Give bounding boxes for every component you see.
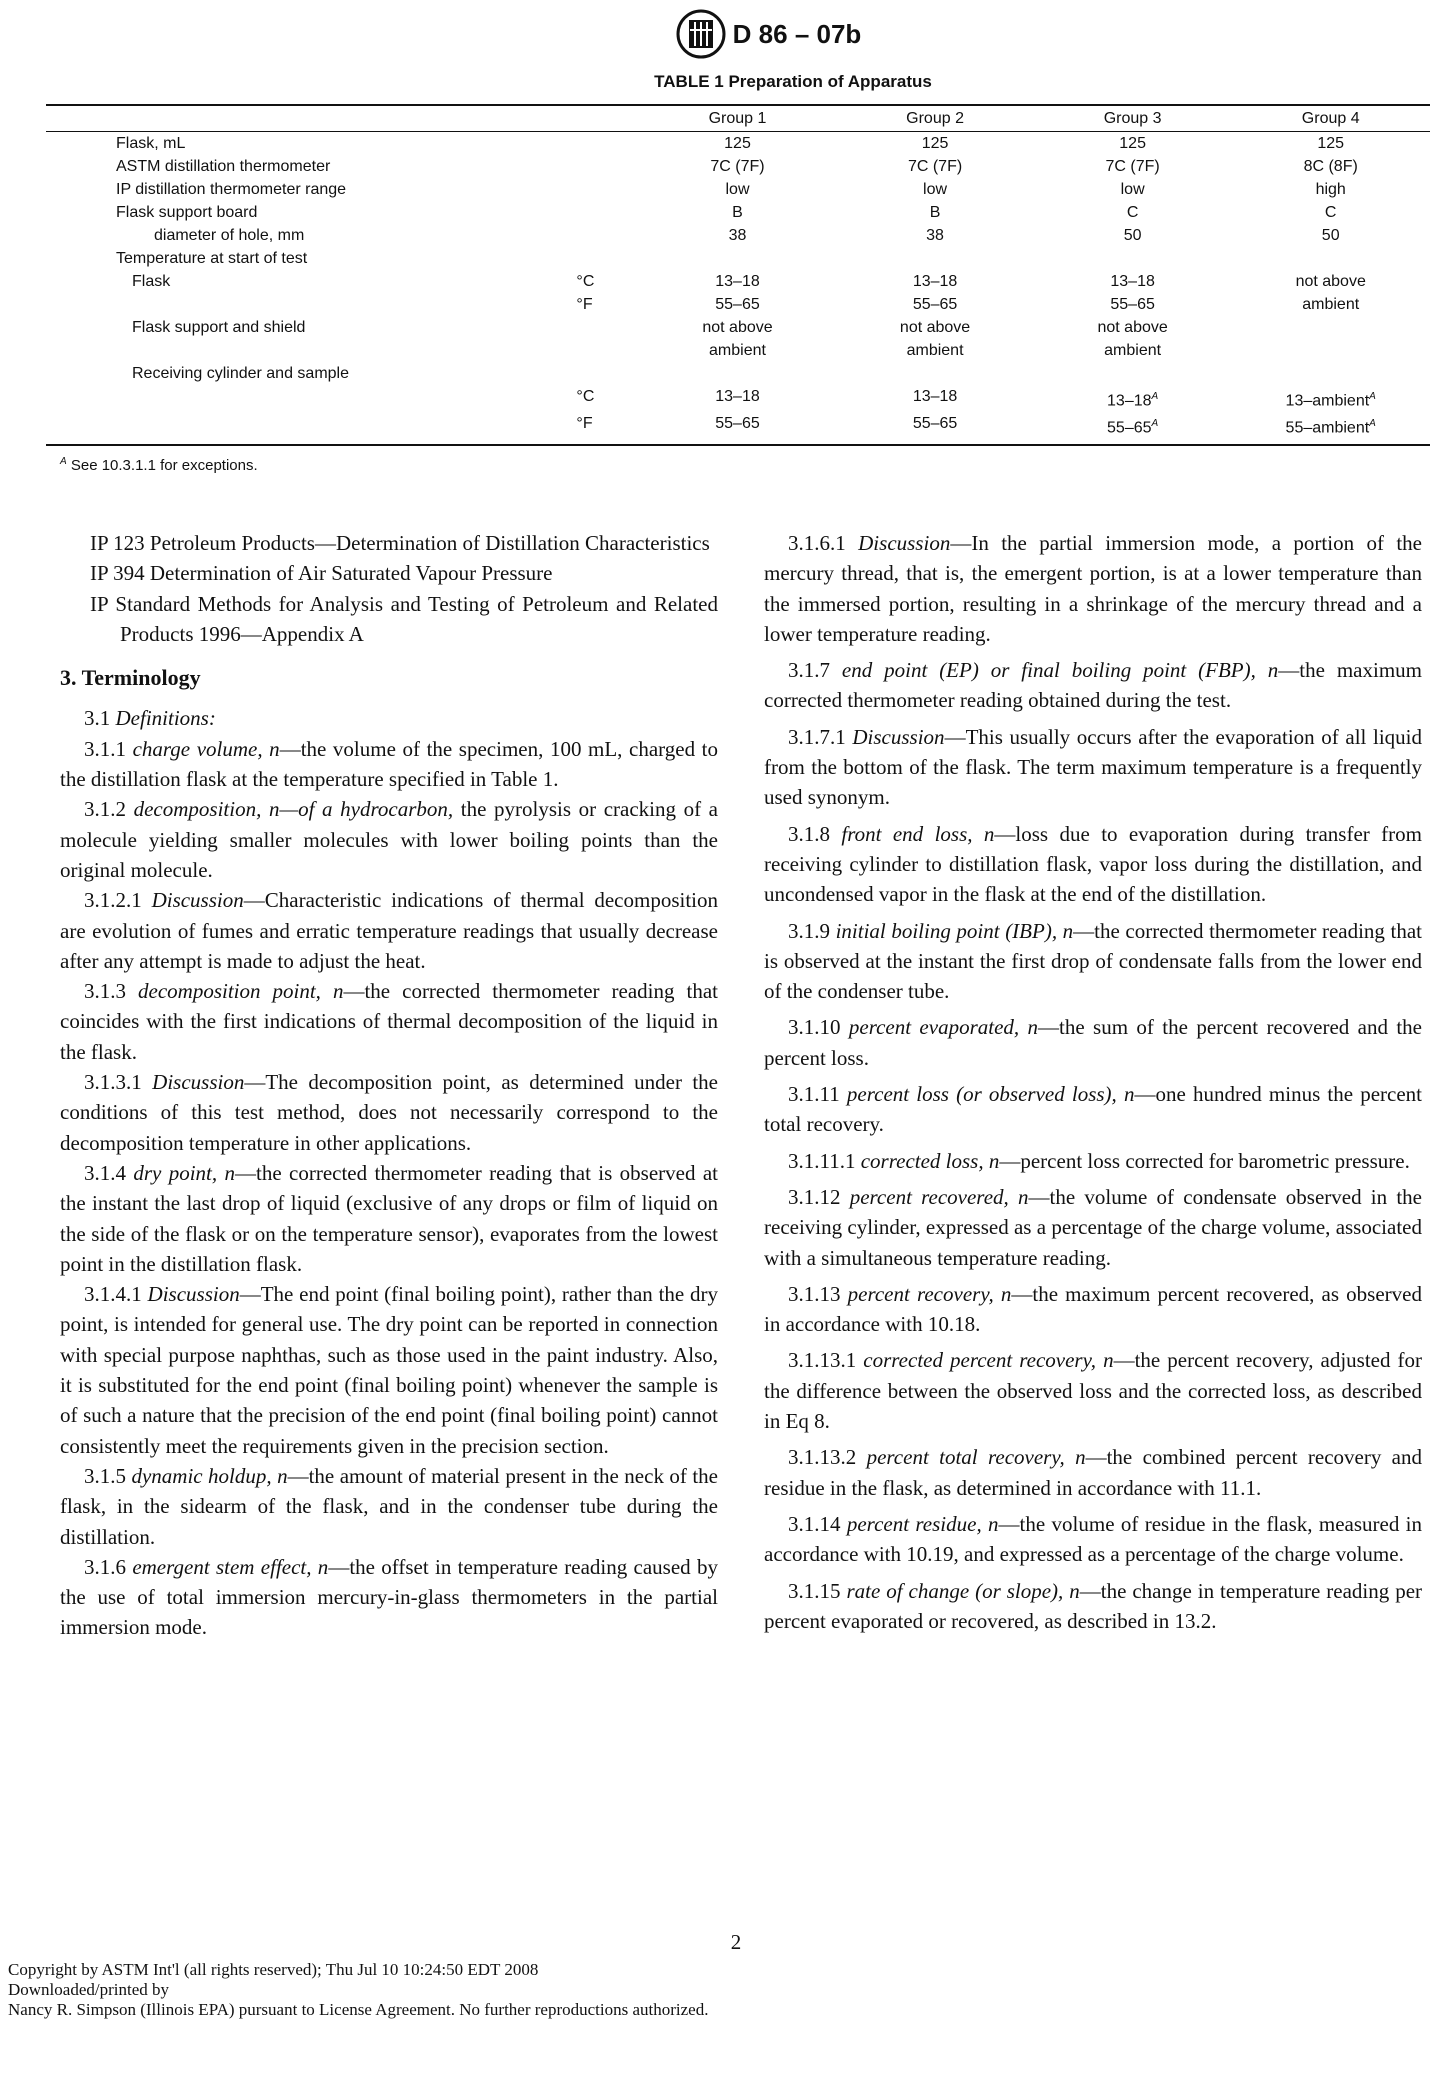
paragraph: 3.1.2.1 Discussion—Characteristic indications of thermal decomposition are evolution of fumes and erratic temperature readings that usually decrease after any attempt is made to adjust the heat. <box>60 888 719 973</box>
table-row: Receiving cylinder and sample <box>132 365 349 382</box>
table-row: diameter of hole, mm 38 38 50 50 <box>154 227 1340 244</box>
paragraph: 3.1.12 percent recovered, n—the volume of condensate observed in the receiving cylinder, expressed as a percentage of the charge volume, associated with a simultaneous temperature reading. <box>764 1184 1422 1270</box>
reference-item: IP Standard Methods for Analysis and Testing of Petroleum and Related Products 1996—Appendix A <box>90 591 718 646</box>
column-header: Group 4 <box>1231 106 1430 132</box>
table-row: Flask °C 13–18 13–18 13–18 not above <box>132 273 1366 290</box>
paragraph: 3.1.4.1 Discussion—The end point (final boiling point), rather than the dry point, is intended for general use. The dry point can be reported in connection with special purpose naphthas, such as those used in the paint industry. Also, it is substituted for the end point (final boiling point) whenever the sample is of such a nature that the precision of the end point (final boiling point) cannot consistently meet the requirements given in the precision section. <box>60 1282 719 1458</box>
copyright-notice: Copyright by ASTM Int'l (all rights reserved); Thu Jul 10 10:24:50 EDT 2008 Downloaded/printed by Nancy R. Simpson (Illinois EPA) pursuant to License Agreement. No further reproductions authorized. <box>8 1960 709 2019</box>
paragraph: 3.1.4 dry point, n—the corrected thermometer reading that is observed at the instant the last drop of liquid (exclusive of any drops or film of liquid on the side of the flask or on the temperature sensor), evaporates from the lowest point in the distillation flask. <box>60 1160 718 1276</box>
paragraph: 3.1.11.1 corrected loss, n—percent loss corrected for barometric pressure. <box>788 1148 1410 1173</box>
paragraph: 3.1.3.1 Discussion—The decomposition point, as determined under the conditions of this test method, does not necessarily correspond to the decomposition temperature in other applications. <box>60 1070 719 1155</box>
table-row: °F 55–65 55–65 55–65 ambient <box>576 296 1360 313</box>
document-designation: D 86 – 07b <box>732 18 862 49</box>
page-header <box>0 8 1456 65</box>
paragraph: 3.1.8 front end loss, n—loss due to evaporation during transfer from receiving cylinder to distillation flask, vapor loss during the distillation, and uncondensed vapor in the flask at the end of the distillation. <box>764 821 1423 907</box>
paragraph: 3.1.9 initial boiling point (IBP), n—the corrected thermometer reading that is observed at the instant the first drop of condensate falls from the lower end of the condenser tube. <box>764 918 1423 1004</box>
paragraph: 3.1.5 dynamic holdup, n—the amount of material present in the neck of the flask, in the sidearm of the flask, and in the condenser tube during the distillation. <box>60 1463 719 1549</box>
paragraph: 3.1.2 decomposition, n—of a hydrocarbon, the pyrolysis or cracking of a molecule yielding smaller molecules with lower boiling points than the original molecule. <box>60 797 719 882</box>
table-row: Flask, mL 125 125 125 125 <box>116 135 1345 152</box>
paragraph: 3.1.10 percent evaporated, n—the sum of the percent recovered and the percent loss. <box>764 1015 1422 1070</box>
astm-logo-icon <box>675 8 727 60</box>
paragraph: 3.1.3 decomposition point, n—the corrected thermometer reading that coincides with the first indications of thermal decomposition of the liquid in the flask. <box>60 979 719 1064</box>
reference-item: IP 394 Determination of Air Saturated Vapour Pressure <box>90 561 553 586</box>
section-heading: 3. Terminology <box>60 665 201 691</box>
paragraph: 3.1.7.1 Discussion—This usually occurs after the evaporation of all liquid from the bottom of the flask. The term maximum temperature is a frequently used synonym. <box>764 724 1422 810</box>
right-text-column <box>764 528 1422 1636</box>
page-number: 2 <box>730 1930 742 1954</box>
preparation-table <box>46 104 1430 446</box>
table-row: ASTM distillation thermometer 7C (7F) 7C (7F) 7C (7F) 8C (8F) <box>116 158 1358 175</box>
table-row: IP distillation thermometer range low low low high <box>116 181 1346 198</box>
table-row: Temperature at start of test <box>116 250 308 267</box>
paragraph: 3.1.13.1 corrected percent recovery, n—the percent recovery, adjusted for the difference between the observed loss and the corrected loss, as described in Eq 8. <box>764 1348 1423 1434</box>
table-row: Flask support board B B C C <box>116 204 1337 221</box>
paragraph: 3.1.6 emergent stem effect, n—the offset in temperature reading caused by the use of total immersion mercury-in-glass thermometers in the partial immersion mode. <box>60 1554 718 1640</box>
table-row: Flask support and shield not above not above not above <box>132 319 1168 336</box>
paragraph: 3.1.11 percent loss (or observed loss), n—one hundred minus the percent total recovery. <box>764 1082 1423 1137</box>
paragraph: 3.1.13 percent recovery, n—the maximum percent recovered, as observed in accordance with 10.18. <box>764 1281 1422 1337</box>
paragraph: 3.1.15 rate of change (or slope), n—the change in temperature reading per percent evaporated or recovered, as described in 13.2. <box>764 1578 1423 1633</box>
table-caption: TABLE 1 Preparation of Apparatus <box>654 72 932 91</box>
left-text-column <box>60 528 718 1643</box>
paragraph: 3.1.7 end point (EP) or final boiling point (FBP), n—the maximum corrected thermometer reading obtained during the test. <box>764 658 1422 713</box>
reference-item: IP 123 Petroleum Products—Determination of Distillation Characteristics <box>90 531 710 555</box>
table-footnote: $^A$ See 10.3.1.1 for exceptions. <box>60 456 258 474</box>
paragraph: 3.1.13.2 percent total recovery, n—the combined percent recovery and residue in the flask, as determined in accordance with 11.1. <box>764 1445 1422 1500</box>
table-row: °C 13–18 13–18 $13-18^A$ 13–ambient$^A$ <box>576 388 1376 410</box>
table-row: °F 55–65 55–65 $55-65^A$ 55–ambient$^A$ <box>46 412 1430 444</box>
paragraph: 3.1.6.1 Discussion—In the partial immersion mode, a portion of the mercury thread, that is, the emergent portion, is at a lower temperature than the immersed portion, resulting in a shrinkage of the mercury thread and a lower temperature reading. <box>764 531 1423 646</box>
paragraph: 3.1.14 percent residue, n—the volume of residue in the flask, measured in accordance with 10.19, and expressed as a percentage of the charge volume. <box>764 1511 1423 1567</box>
column-header: Group 2 <box>836 106 1034 132</box>
table-row: ambient ambient ambient <box>709 342 1162 359</box>
column-header: Group 3 <box>1034 106 1232 132</box>
paragraph: 3.1 Definitions: <box>84 706 216 731</box>
table-header-row <box>46 106 1430 132</box>
column-header: Group 1 <box>639 106 837 132</box>
paragraph: 3.1.1 charge volume, n—the volume of the specimen, 100 mL, charged to the distillation flask at the temperature specified in Table 1. <box>60 736 719 792</box>
